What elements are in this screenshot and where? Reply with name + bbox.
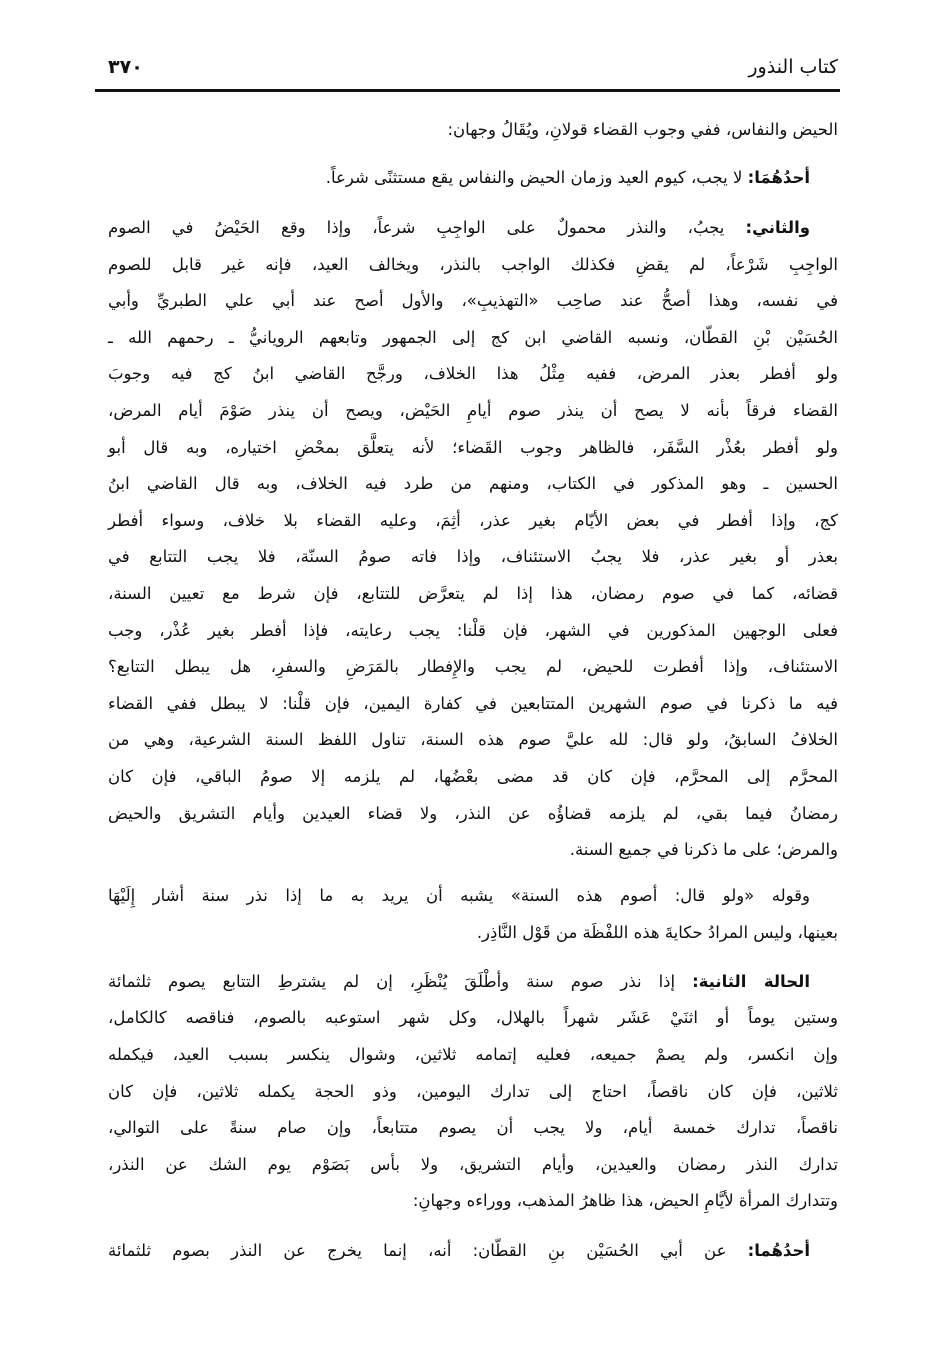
line-text: وستين يوماً أو اثنَيْ عَشَر شهراً بالهلال، وكل شهر استوعبه بالصوم، فناقصه كالكامل، [108, 1008, 838, 1028]
line-text: والمرض؛ على ما ذكرنا في جميع السنة. [569, 840, 838, 860]
line-text: الواجِبِ شَرْعاً، لم يقضِ فكذلك الواجب بالنذر، ويخالف العيد، فإنه غير قابل للصوم [108, 254, 838, 274]
text-line [108, 884, 838, 908]
line-text: بعذر أو بغير عذر، فلا يجبُ الاستئناف، وإذا فاته صومُ السنّة، فلا يجب التتابع في [108, 547, 838, 567]
line-text: ناقصاً، تدارك خمسة أيام، ولا يجب أن يصوم متتابعاً، وإن صام سنةً على التوالي، [108, 1118, 838, 1138]
text-line [108, 472, 838, 496]
line-text: يجبُ، والنذر محمولٌ على الواجِبِ شرعاً، وإذا وقع الحَيْضُ في الصوم [108, 218, 746, 237]
line-text: رمضانُ فيما بقي، لم يلزمه قضاؤُه عن النذر، ولا قضاء العيدين وأيام التشريق والحيض [108, 803, 838, 823]
text-line [108, 166, 838, 190]
text-line [108, 765, 838, 789]
header-rule [95, 89, 840, 92]
text-line [108, 1006, 838, 1030]
line-text: عن أبي الحُسَيْن بنِ القطّان: أنه، إنما يخرج عن النذر بصوم ثلثمائة [108, 1241, 748, 1261]
line-text: إذا نذر صوم سنة وأطْلَقَ يُنْظَرِ، إن لم يشترطِ التتابع يصوم ثلثمائة [108, 971, 693, 991]
text-line [108, 289, 838, 313]
line-text: وإن انكسر، ولم يصمْ جميعه، فعليه إتمامه ثلاثين، وشوال ينكسر بسبب العيد، فيكمله [108, 1045, 838, 1064]
text-line [108, 326, 838, 350]
text-line [108, 216, 838, 240]
line-text: وتتدارك المرأة لأيَّامِ الحيض، هذا ظاهرُ المذهب، ووراءه وجهانِ: [412, 1191, 838, 1211]
text-line [108, 362, 838, 386]
text-line [108, 399, 838, 423]
running-header-title: كتاب النذور [748, 56, 838, 78]
line-text: قضائه، كما في صوم رمضان، هذا إذا لم يتعرَّض للتتابع، فإن شرط مع تعيين السنة، [108, 584, 838, 603]
text-line [108, 253, 838, 277]
text-line [108, 692, 838, 716]
text-line [108, 509, 838, 533]
line-text: ولو أفطر بعذر المرض، ففيه مِثْلُ هذا الخلاف، ورجَّح القاضي ابنُ كج فيه وجوبَ [108, 364, 838, 384]
line-text: الاستئناف، وإذا أفطرت للحيض، لم يجب والإِفطار بالمَرَضِ والسفرِ، هل يبطل التتابع؟ [108, 657, 838, 677]
line-text: ثلاثين، فإن كان ناقصاً، احتاج إلى تدارك اليومين، وذو الحجة يكمله ثلاثين، فإن كان [108, 1081, 838, 1101]
page-number: ٣٧٠ [108, 56, 143, 78]
text-line [108, 655, 838, 679]
line-text: الخلافُ السابقُ، ولو قال: لله عليَّ صوم هذه السنة، تناول اللفظ السنة الشرعية، وهي من [108, 730, 838, 750]
text-line [108, 436, 838, 460]
text-line [108, 1239, 838, 1263]
text-line [108, 1116, 838, 1140]
line-text: فيه ما ذكرنا في صوم الشهرين المتتابعين في كفارة اليمين، فإن قلْنا: لا يبطل ففي القضاء [108, 693, 838, 713]
text-line [108, 921, 838, 945]
text-line [108, 1080, 838, 1104]
text-line [108, 1189, 838, 1213]
line-text: لا يجب، كيوم العيد وزمان الحيض والنفاس يقع مستثنًى شرعاً. [325, 168, 748, 187]
bold-lead-term: أحدُهُمَا: [747, 168, 810, 187]
line-text: تدارك النذر رمضان والعيدين، وأيام التشريق، ولا بأس بَصَوْم يوم الشك عن النذر، [108, 1154, 838, 1174]
text-line [108, 1043, 838, 1067]
text-line [108, 619, 838, 643]
line-text: الحيض والنفاس، ففي وجوب القضاء قولانِ، ويُقَالُ وجهان: [447, 120, 838, 139]
text-line [108, 545, 838, 569]
line-text: ولو أفطر بعُذْر السَّفَر، فالظاهر وجوب القَضاء؛ لأنه يتعلَّق بمحْضِ اختياره، وبه قال أبو [108, 437, 838, 457]
bold-lead-term: أحدُهُما: [747, 1241, 810, 1261]
line-text: فعلى الوجهين المذكورين في الشهر، فإن قلْنا: يجب رعايته، فإذا أفطر بغير عُذْر، وجب [108, 620, 838, 640]
bold-lead-term: الحالة الثانية: [692, 971, 810, 991]
text-line [108, 838, 838, 862]
line-text: بعينها، وليس المرادُ حكايةَ هذه اللفْظَة من قَوْل النَّاذِر. [476, 922, 838, 942]
text-line [108, 582, 838, 606]
line-text: الحسين ـ وهو المذكور في الكتاب، ومنهم من طرد فيه الخلاف، وبه قال القاضي ابنُ [108, 474, 838, 494]
text-line [108, 1153, 838, 1177]
line-text: الحُسَيْن بْنِ القطّان، ونسبه القاضي ابن كج إلى الجمهور وتابعهم الرويانيُّ ـ رحمهم الله ـ [108, 327, 838, 347]
text-line [108, 118, 838, 142]
bold-lead-term: والثاني: [745, 218, 810, 237]
line-text: المحرَّم إلى المحرَّم، فإن كان قد مضى بعْضُها، لم يلزمه إلا صومُ الباقي، فإن كان [108, 767, 838, 786]
line-text: في نفسه، وهذا أصحُّ عند صاحِب «التهذيبِ»، والأول أصح عند أبي علي الطبريِّ وأبي [108, 291, 838, 311]
text-line [108, 970, 838, 994]
text-line [108, 802, 838, 826]
text-line [108, 728, 838, 752]
line-text: وقوله «ولو قال: أصوم هذه السنة» يشبه أن يريد به ما إذا نذر سنة أشار إِلَيْهَا [108, 886, 810, 906]
line-text: القضاء فرقاً بأنه لا يصح أن ينذر صوم أيامِ الحَيْض، ويصح أن ينذر صَوْمَ أيام المرض، [108, 401, 838, 420]
line-text: كج، وإذا أفطر في بعض الأيّام بغير عذر، أثِمَ، وعليه القضاء بلا خلاف، وسواء أفطر [108, 510, 838, 530]
